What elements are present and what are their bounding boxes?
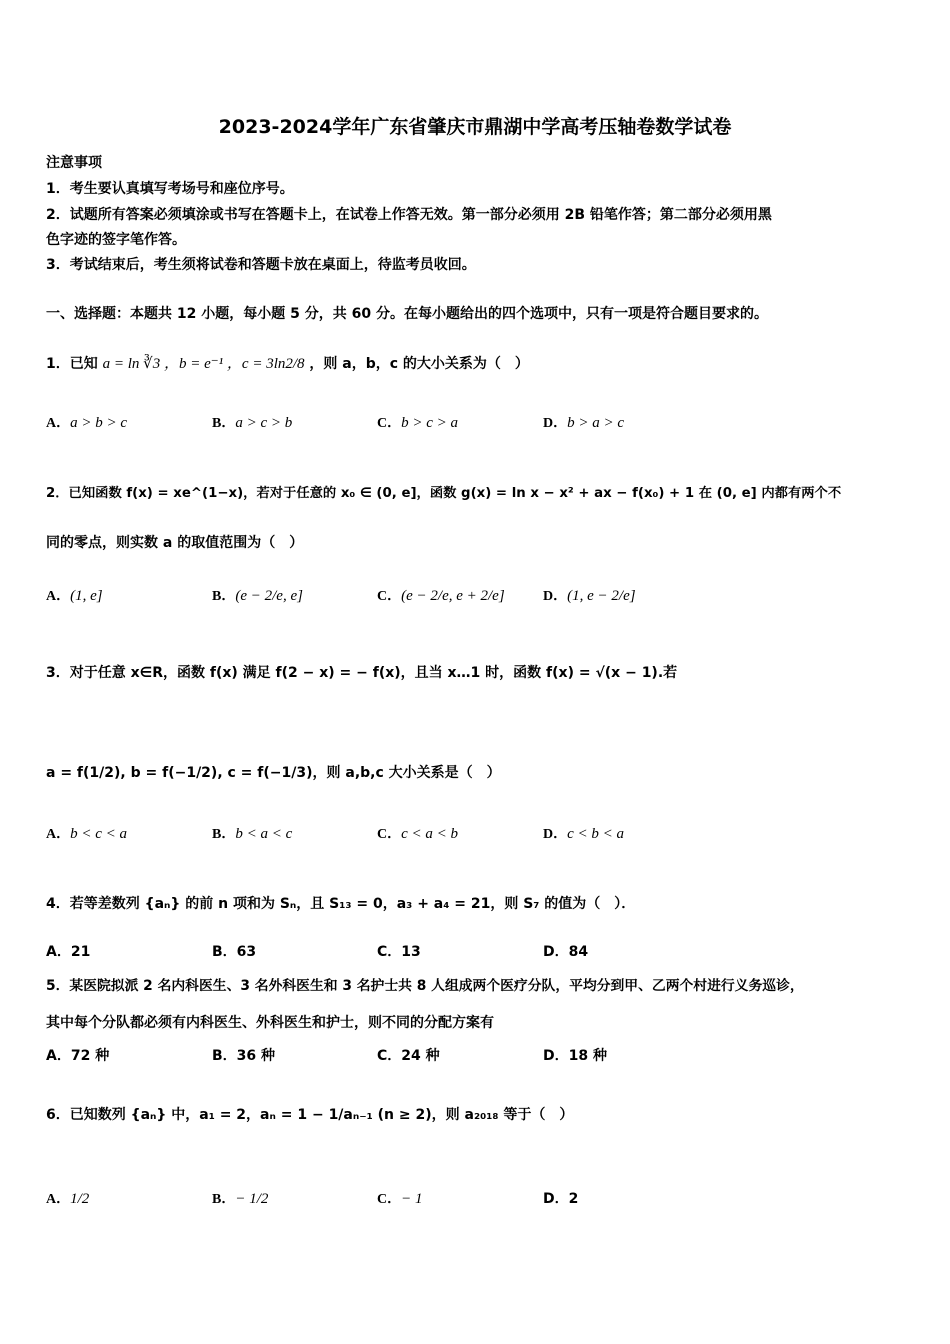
q5-option-a[interactable]: A．72 种 xyxy=(46,1048,110,1064)
q4-option-b[interactable]: B．63 xyxy=(212,944,257,960)
notice-heading: 注意事项 xyxy=(46,155,102,171)
q3-option-a[interactable]: A．b < c < a xyxy=(46,826,128,842)
q1-option-d[interactable]: D．b > a > c xyxy=(543,415,625,431)
question-3-stem-cont: a = f(1/2), b = f(−1/2), c = f(−1/3)，则 a,b,c 大小关系是（ ） xyxy=(46,765,501,781)
q3-option-b[interactable]: B．b < a < c xyxy=(212,826,293,842)
question-3-stem: 3．对于任意 x∈R，函数 f(x) 满足 f(2 − x) = − f(x)，且当 x…1 时，函数 f(x) = √(x − 1).若 xyxy=(46,665,678,681)
q2-option-c[interactable]: C．(e − 2/e, e + 2/e] xyxy=(377,588,505,604)
q4-option-c[interactable]: C．13 xyxy=(377,944,421,960)
question-4-stem: 4．若等差数列 {aₙ} 的前 n 项和为 Sₙ，且 S₁₃ = 0，a₃ + a₄ = 21，则 S₇ 的值为（ ）． xyxy=(46,896,636,912)
q1-option-c[interactable]: C．b > c > a xyxy=(377,415,459,431)
notice-item: 色字迹的签字笔作答。 xyxy=(46,232,186,248)
q6-option-b[interactable]: B．− 1/2 xyxy=(212,1191,269,1207)
q5-option-b[interactable]: B．36 种 xyxy=(212,1048,276,1064)
section-heading: 一、选择题：本题共 12 小题，每小题 5 分，共 60 分。在每小题给出的四个选项中，只有一项是符合题目要求的。 xyxy=(46,306,768,322)
q2-option-d[interactable]: D．(1, e − 2/e] xyxy=(543,588,636,604)
q3-option-d[interactable]: D．c < b < a xyxy=(543,826,625,842)
question-6-stem: 6．已知数列 {aₙ} 中，a₁ = 2，aₙ = 1 − 1/aₙ₋₁ (n ≥ 2)，则 a₂₀₁₈ 等于（ ） xyxy=(46,1107,574,1123)
q1-option-b[interactable]: B．a > c > b xyxy=(212,415,293,431)
notice-item: 2．试题所有答案必须填涂或书写在答题卡上，在试卷上作答无效。第一部分必须用 2B 铅笔作答；第二部分必须用黑 xyxy=(46,207,772,223)
question-2-stem: 2．已知函数 f(x) = xe^(1−x)，若对于任意的 x₀ ∈ (0, e]，函数 g(x) = ln x − x² + ax − f(x₀) + 1 在 (0, e] 内都有两个不 xyxy=(46,486,842,501)
q2-option-a[interactable]: A．(1, e] xyxy=(46,588,103,604)
question-5-stem: 5．某医院拟派 2 名内科医生、3 名外科医生和 3 名护士共 8 人组成两个医疗分队，平均分到甲、乙两个村进行义务巡诊， xyxy=(46,978,804,994)
q6-option-c[interactable]: C．− 1 xyxy=(377,1191,423,1207)
question-2-stem-cont: 同的零点，则实数 a 的取值范围为（ ） xyxy=(46,535,304,551)
q1-option-a[interactable]: A．a > b > c xyxy=(46,415,128,431)
q6-option-a[interactable]: A．1/2 xyxy=(46,1191,90,1207)
q3-option-c[interactable]: C．c < a < b xyxy=(377,826,459,842)
q5-option-c[interactable]: C．24 种 xyxy=(377,1048,440,1064)
q4-option-a[interactable]: A．21 xyxy=(46,944,91,960)
q4-option-d[interactable]: D．84 xyxy=(543,944,589,960)
page-title: 2023-2024学年广东省肇庆市鼎湖中学高考压轴卷数学试卷 xyxy=(218,116,732,138)
q6-option-d[interactable]: D．2 xyxy=(543,1191,579,1207)
q5-option-d[interactable]: D．18 种 xyxy=(543,1048,607,1064)
notice-item: 3．考试结束后，考生须将试卷和答题卡放在桌面上，待监考员收回。 xyxy=(46,257,476,273)
notice-item: 1．考生要认真填写考场号和座位序号。 xyxy=(46,181,294,197)
question-1-stem: 1．已知 a = ln ∛3 ，b = e⁻¹ ，c = 3ln2/8 ，则 a，b，c 的大小关系为（ ） xyxy=(46,356,529,372)
q2-option-b[interactable]: B．(e − 2/e, e] xyxy=(212,588,303,604)
question-5-stem-cont: 其中每个分队都必须有内科医生、外科医生和护士，则不同的分配方案有 xyxy=(46,1015,494,1031)
